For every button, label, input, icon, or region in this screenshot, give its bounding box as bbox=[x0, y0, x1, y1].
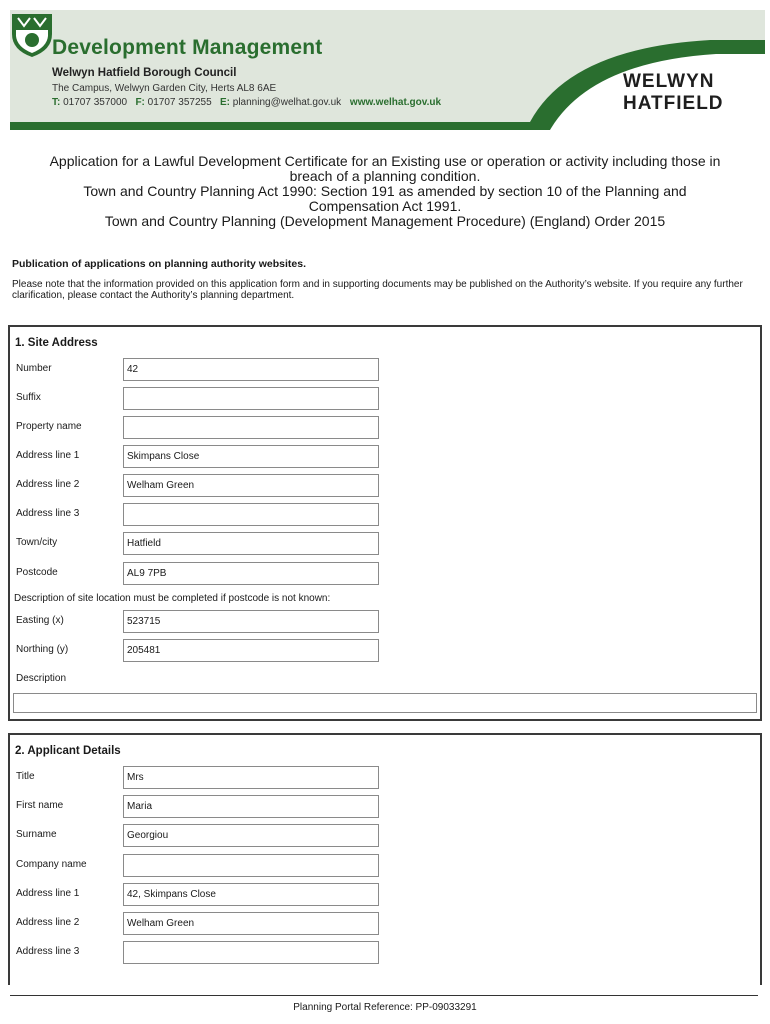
council-address: The Campus, Welwyn Garden City, Herts AL8 6AE bbox=[52, 83, 277, 94]
address-line-2-label: Address line 2 bbox=[16, 479, 80, 490]
fax-number: 01707 357255 bbox=[147, 97, 212, 108]
address-line-2-field[interactable]: Welham Green bbox=[123, 474, 379, 497]
town-city-field[interactable]: Hatfield bbox=[123, 532, 379, 555]
page-header bbox=[10, 10, 765, 130]
address-line-3-label: Address line 3 bbox=[16, 508, 80, 519]
first-name-label: First name bbox=[16, 800, 64, 811]
suffix-field[interactable] bbox=[123, 387, 379, 410]
applicant-address-line-1-label: Address line 1 bbox=[16, 888, 80, 899]
email-address: planning@welhat.gov.uk bbox=[232, 97, 342, 108]
surname-field[interactable]: Georgiou bbox=[123, 824, 379, 847]
postcode-field[interactable]: AL9 7PB bbox=[123, 562, 379, 585]
applicant-address-line-2-label: Address line 2 bbox=[16, 917, 80, 928]
applicant-address-line-3-field[interactable] bbox=[123, 941, 379, 964]
council-contact bbox=[52, 97, 441, 108]
address-line-1-label: Address line 1 bbox=[16, 450, 80, 461]
header-title: Development Management bbox=[52, 36, 323, 59]
postcode-label: Postcode bbox=[16, 567, 58, 578]
council-name: Welwyn Hatfield Borough Council bbox=[52, 67, 237, 79]
email-label: E: bbox=[219, 97, 230, 108]
site-address-section bbox=[8, 325, 762, 721]
easting-label: Easting (x) bbox=[16, 615, 64, 626]
first-name-field[interactable]: Maria bbox=[123, 795, 379, 818]
tel-number: 01707 357000 bbox=[63, 97, 128, 108]
title-field[interactable]: Mrs bbox=[123, 766, 379, 789]
footer-divider bbox=[10, 995, 758, 996]
title-line-1: Application for a Lawful Development Certificate for an Existing use or operation or activity including those in breach of a planning condition. bbox=[49, 153, 721, 184]
location-note: Description of site location must be completed if postcode is not known: bbox=[14, 593, 331, 604]
applicant-section bbox=[8, 733, 762, 985]
applicant-address-line-1-field[interactable]: 42, Skimpans Close bbox=[123, 883, 379, 906]
council-shield-icon bbox=[10, 10, 54, 58]
title-line-3: Town and Country Planning (Development Management Procedure) (England) Order 2015 bbox=[104, 213, 666, 229]
northing-label: Northing (y) bbox=[16, 644, 69, 655]
easting-field[interactable]: 523715 bbox=[123, 610, 379, 633]
title-label: Title bbox=[16, 771, 35, 782]
address-line-3-field[interactable] bbox=[123, 503, 379, 526]
council-logo-wordmark bbox=[623, 71, 724, 115]
section-title: 1. Site Address bbox=[15, 337, 98, 349]
title-line-2: Town and Country Planning Act 1990: Section 191 as amended by section 10 of the Planning and Compensation Act 1991. bbox=[83, 183, 687, 214]
suffix-label: Suffix bbox=[16, 392, 41, 403]
description-field[interactable] bbox=[13, 693, 757, 713]
description-label: Description bbox=[16, 673, 67, 684]
fax-label: F: bbox=[135, 97, 145, 108]
company-name-field[interactable] bbox=[123, 854, 379, 877]
publication-note: Please note that the information provided on this application form and in supporting documents may be published on the Authority’s website. If you require any further clarification, please contact the Authority’s planning department. bbox=[12, 279, 743, 301]
northing-field[interactable]: 205481 bbox=[123, 639, 379, 662]
applicant-address-line-3-label: Address line 3 bbox=[16, 946, 80, 957]
logo-line-1: WELWYN bbox=[623, 71, 715, 92]
number-field[interactable]: 42 bbox=[123, 358, 379, 381]
publication-heading: Publication of applications on planning authority websites. bbox=[12, 258, 307, 270]
property-name-label: Property name bbox=[16, 421, 82, 432]
planning-portal-reference: Planning Portal Reference: PP-09033291 bbox=[293, 1002, 477, 1013]
surname-label: Surname bbox=[16, 829, 57, 840]
tel-label: T: bbox=[52, 97, 61, 108]
number-label: Number bbox=[16, 363, 52, 374]
applicant-address-line-2-field[interactable]: Welham Green bbox=[123, 912, 379, 935]
address-line-1-field[interactable]: Skimpans Close bbox=[123, 445, 379, 468]
website-link[interactable]: www.welhat.gov.uk bbox=[349, 97, 442, 108]
section-title: 2. Applicant Details bbox=[15, 745, 121, 757]
town-city-label: Town/city bbox=[16, 537, 58, 548]
document-title bbox=[0, 154, 770, 229]
logo-line-2: HATFIELD bbox=[623, 93, 724, 114]
company-name-label: Company name bbox=[16, 859, 87, 870]
property-name-field[interactable] bbox=[123, 416, 379, 439]
